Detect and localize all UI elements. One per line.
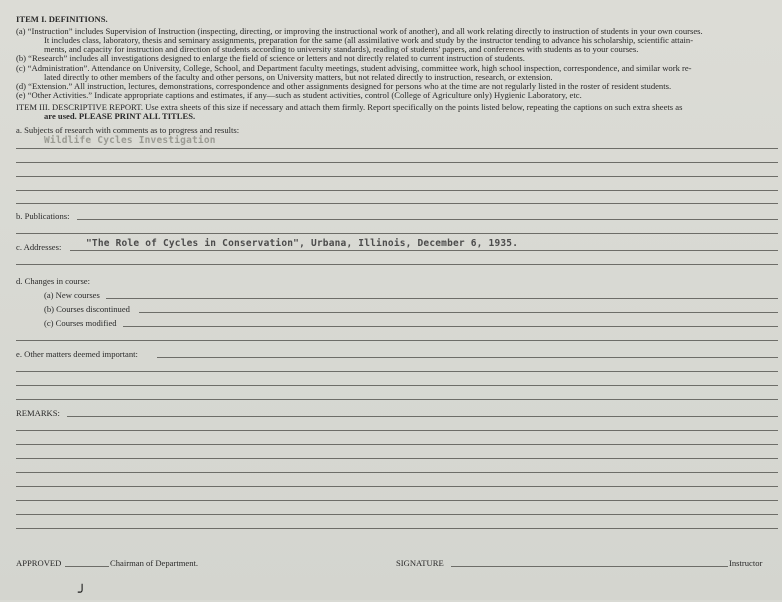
line — [16, 514, 778, 515]
line — [16, 233, 778, 234]
courses-discontinued-field[interactable] — [139, 312, 778, 313]
line — [16, 486, 778, 487]
definition-instruction: (a) “Instruction” includes Supervision of Instruction (inspecting, directing, or improving the instructional work of another), and all work relating directly to instruction of students in your own courses. — [16, 26, 703, 36]
definition-instruction-cont2: ments, and capacity for instruction and direction of students according to university standards), reading of students' papers, and conferences with students as to your courses. — [44, 44, 639, 54]
changes-label: d. Changes in course: — [16, 276, 90, 286]
addresses-label: c. Addresses: — [16, 242, 62, 252]
approved-signature-field[interactable] — [65, 566, 109, 567]
line — [16, 444, 778, 445]
line — [16, 264, 778, 265]
line — [16, 385, 778, 386]
approved-label: APPROVED — [16, 558, 62, 568]
definition-extension: (d) “Extension.” All instruction, lectures, demonstrations, correspondence and other assignments designed for persons who at the time are not regularly listed in the roster of resident students. — [16, 81, 672, 91]
line — [16, 430, 778, 431]
line — [16, 371, 778, 372]
courses-modified-label: (c) Courses modified — [44, 318, 117, 328]
other-matters-label: e. Other matters deemed important: — [16, 349, 138, 359]
item3-heading: ITEM III. DESCRIPTIVE REPORT. Use extra sheets of this size if necessary and attach them firmly. Report specifically on the points listed below, repeating the captions on such extra sheets as — [16, 102, 683, 112]
definition-other-activities: (e) “Other Activities.” Indicate appropriate captions and estimates, if any—such as student activities, control (College of Agriculture only) Hygienic Laboratory, etc. — [16, 90, 582, 100]
line — [16, 500, 778, 501]
addresses-field — [70, 250, 778, 251]
definition-administration: (c) “Administration”. Attendance on University, College, School, and Department faculty meetings, student advising, committee work, high school inspection, correspondence, and similar work re- — [16, 63, 692, 73]
publications-label: b. Publications: — [16, 211, 70, 221]
line — [16, 190, 778, 191]
definition-administration-cont: lated directly to other members of the faculty and other persons, on University matters, but not related directly to instruction, research, or extension. — [44, 72, 553, 82]
courses-modified-field[interactable] — [123, 326, 778, 327]
new-courses-field[interactable] — [106, 298, 778, 299]
definition-research: (b) “Research” includes all investigations designed to enlarge the field of science or letters and not directly related to current instruction of students. — [16, 53, 525, 63]
addresses-value[interactable]: "The Role of Cycles in Conservation", Urbana, Illinois, December 6, 1935. — [86, 238, 519, 249]
instructor-label: Instructor — [729, 558, 763, 568]
line — [16, 528, 778, 529]
line — [16, 340, 778, 341]
remarks-label: REMARKS: — [16, 408, 60, 418]
definition-instruction-cont1: It includes class, laboratory, thesis and seminary assignments, preparation for the same (all assimilative work and study by the instructor tending to advance his scholarship, scientific attain- — [44, 35, 694, 45]
signature-label: SIGNATURE — [396, 558, 444, 568]
ink-mark: ╯ — [78, 586, 87, 601]
item3-heading-cont: are used. PLEASE PRINT ALL TITLES. — [44, 111, 196, 121]
signature-field[interactable] — [451, 566, 728, 567]
other-matters-field[interactable] — [157, 357, 778, 358]
line — [16, 472, 778, 473]
remarks-field[interactable] — [67, 416, 778, 417]
item1-heading: ITEM I. DEFINITIONS. — [16, 14, 108, 24]
courses-discontinued-label: (b) Courses discontinued — [44, 304, 130, 314]
new-courses-label: (a) New courses — [44, 290, 100, 300]
line — [16, 458, 778, 459]
research-subjects-value[interactable]: Wildlife Cycles Investigation — [44, 135, 216, 146]
line — [16, 162, 778, 163]
line — [16, 203, 778, 204]
line — [16, 176, 778, 177]
publications-field[interactable] — [77, 219, 778, 220]
line — [16, 148, 778, 149]
research-subjects-label: a. Subjects of research with comments as to progress and results: — [16, 125, 240, 135]
line — [16, 399, 778, 400]
chairman-label: Chairman of Department. — [110, 558, 199, 568]
